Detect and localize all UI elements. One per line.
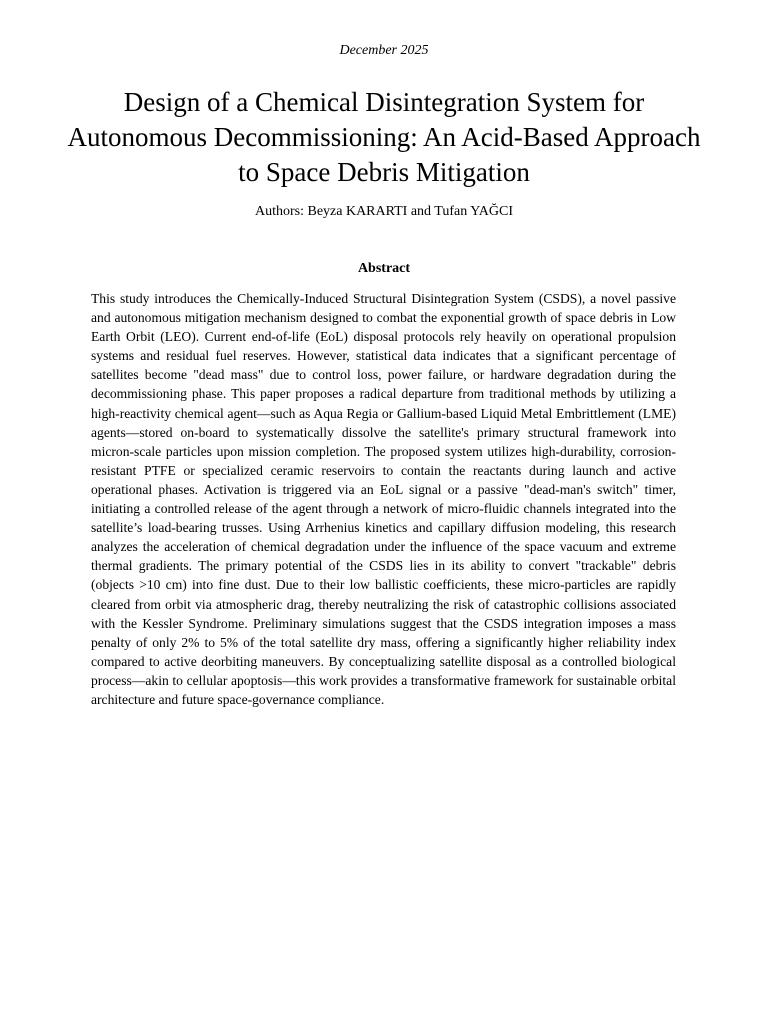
abstract-body: This study introduces the Chemically-Induced Structural Disintegration System (CSDS), a novel passive and autonomous mitigation mechanism designed to combat the exponential growth of space debris in Low Earth Orbit (LEO). Current end-of-life (EoL) disposal protocols rely heavily on operational propulsion systems and residual fuel reserves. However, statistical data indicates that a significant percentage of satellites become "dead mass" due to control loss, power failure, or hardware degradation during the decommissioning phase. This paper proposes a radical departure from traditional methods by utilizing a high-reactivity chemical agent—such as Aqua Regia or Gallium-based Liquid Metal Embrittlement (LME) agents—stored on-board to systematically dissolve the satellite's primary structural framework into micron-scale particles upon mission completion. The proposed system utilizes high-durability, corrosion-resistant PTFE or specialized ceramic reservoirs to contain the reactants during launch and active operational phases. Activation is triggered via an EoL signal or a passive "dead-man's switch" timer, initiating a controlled release of the agent through a network of micro-fluidic channels integrated into the satellite’s load-bearing trusses. Using Arrhenius kinetics and capillary diffusion modeling, this research analyzes the acceleration of chemical degradation under the influence of the space vacuum and extreme thermal gradients. The primary potential of the CSDS lies in its ability to convert "trackable" debris (objects >10 cm) into fine dust. Due to their low ballistic coefficients, these micro-particles are rapidly cleared from orbit via atmospheric drag, thereby neutralizing the risk of catastrophic collisions associated with the Kessler Syndrome. Preliminary simulations suggest that the CSDS integration imposes a mass penalty of only 2% to 5% of the total satellite dry mass, offering a significantly higher reliability index compared to active deorbiting maneuvers. By conceptualizing satellite disposal as a controlled biological process—akin to cellular apoptosis—this work provides a transformative framework for sustainable orbital architecture and future space-governance compliance. — [91, 291, 676, 707]
paper-title: Design of a Chemical Disintegration System for Autonomous Decommissioning: An Acid-Based Approach to Space Debris Mitigation — [67, 87, 701, 187]
abstract-heading: Abstract — [357, 261, 411, 276]
authors-line: Authors: Beyza KARARTI and Tufan YAĞCI — [254, 204, 513, 219]
document-date: December 2025 — [339, 43, 429, 58]
